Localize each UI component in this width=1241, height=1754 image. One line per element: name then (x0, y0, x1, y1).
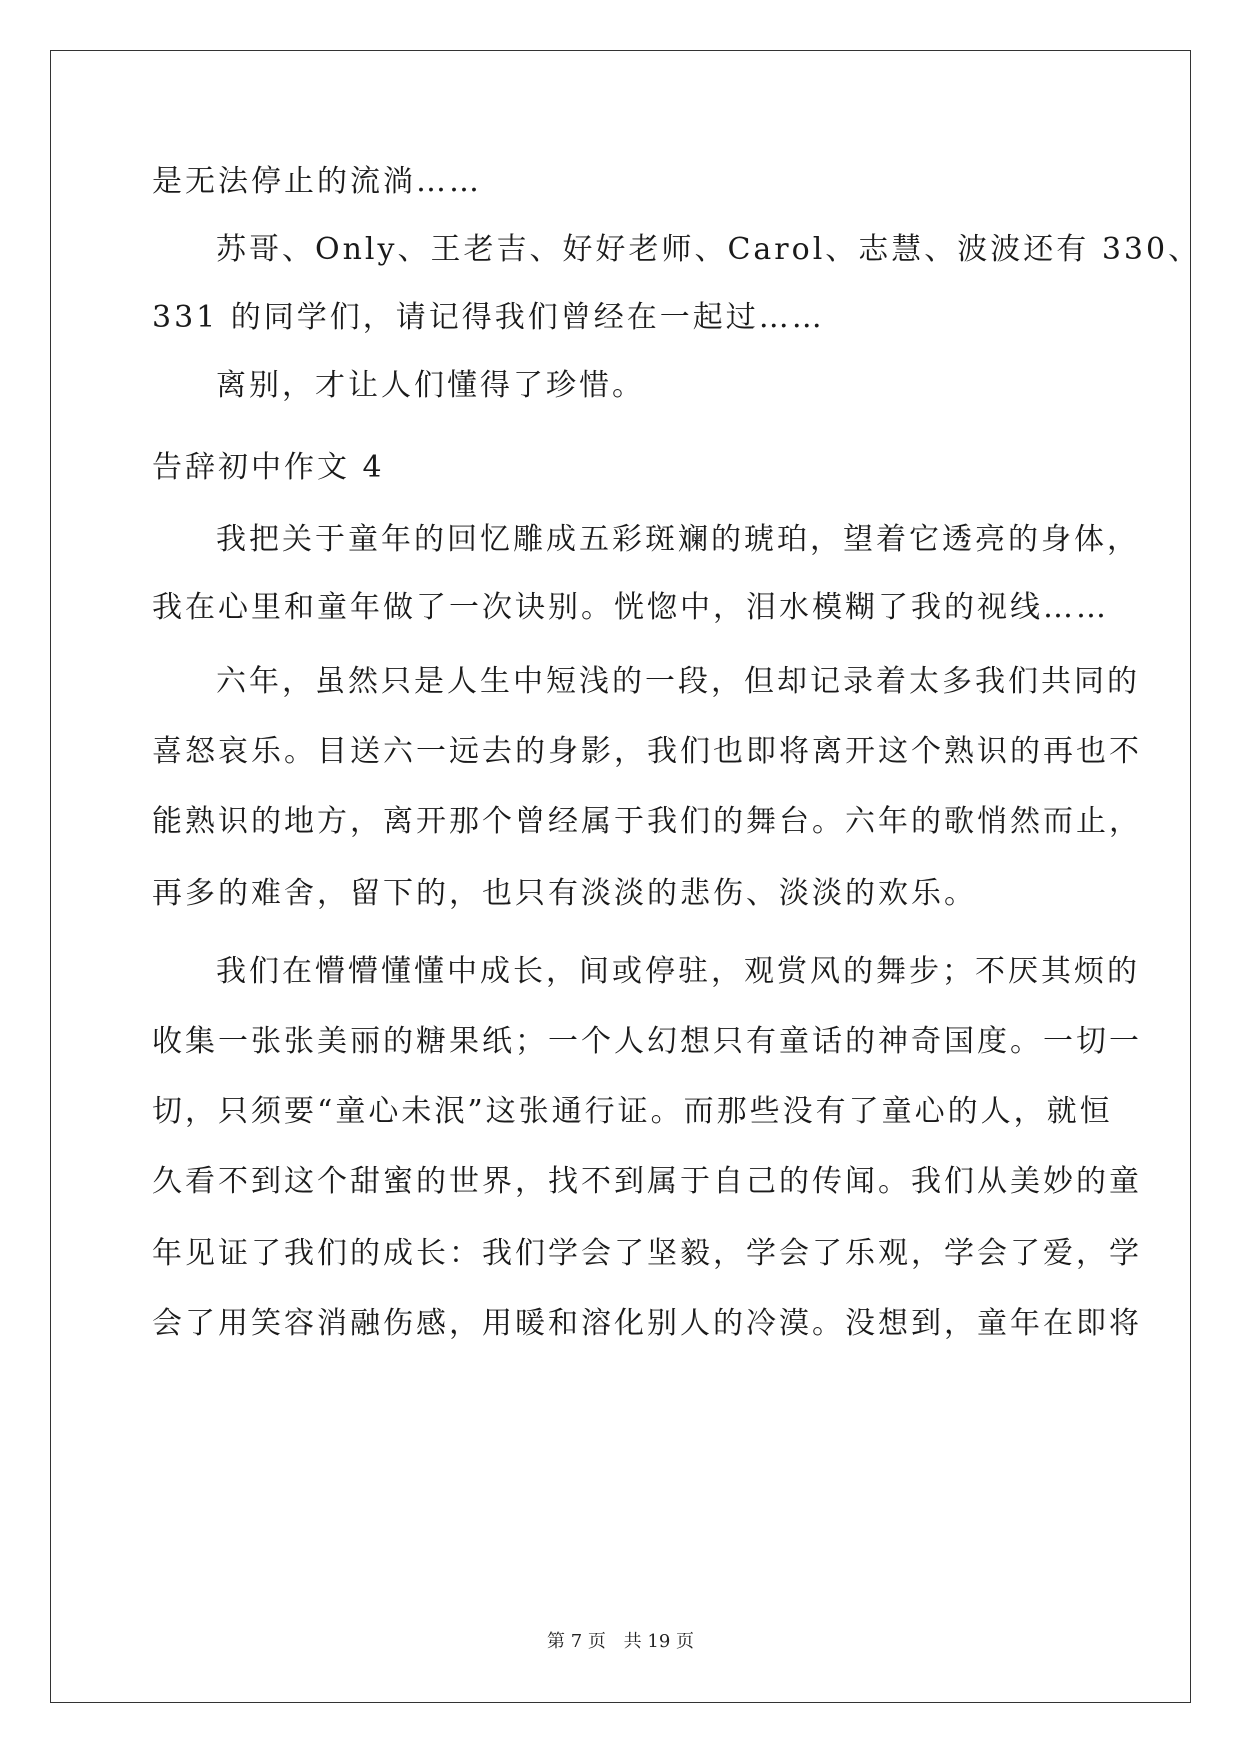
text-line: 再多的难舍，留下的，也只有淡淡的悲伤、淡淡的欢乐。 (152, 876, 977, 911)
page-number-total: 共 19 页 (623, 1631, 694, 1652)
text-line: 能熟识的地方，离开那个曾经属于我们的舞台。六年的歌悄然而止， (152, 804, 1142, 839)
text-line: 久看不到这个甜蜜的世界，找不到属于自己的传闻。我们从美妙的童 (152, 1164, 1142, 1199)
section-heading: 告辞初中作文 4 (152, 450, 385, 485)
paragraph-start: 我把关于童年的回忆雕成五彩斑斓的琥珀，望着它透亮的身体， (216, 522, 1140, 557)
text-line: 喜怒哀乐。目送六一远去的身影，我们也即将离开这个熟识的再也不 (152, 734, 1142, 769)
text-line: 会了用笑容消融伤感，用暖和溶化别人的冷漠。没想到，童年在即将 (152, 1306, 1142, 1341)
page-number-current: 第 7 页 (547, 1631, 606, 1652)
text-line: 是无法停止的流淌…… (152, 164, 482, 199)
page-footer (0, 1630, 1241, 1654)
text-line: 我在心里和童年做了一次诀别。恍惚中，泪水模糊了我的视线…… (152, 590, 1109, 625)
paragraph-start: 六年，虽然只是人生中短浅的一段，但却记录着太多我们共同的 (216, 664, 1140, 699)
text-line: 年见证了我们的成长：我们学会了坚毅，学会了乐观，学会了爱，学 (152, 1236, 1142, 1271)
paragraph-start: 离别，才让人们懂得了珍惜。 (216, 368, 645, 403)
text-line: 收集一张张美丽的糖果纸；一个人幻想只有童话的神奇国度。一切一 (152, 1024, 1142, 1059)
paragraph-start: 苏哥、Only、王老吉、好好老师、Carol、志慧、波波还有 330、 (216, 232, 1202, 267)
text-line: 切，只须要“童心未泯”这张通行证。而那些没有了童心的人，就恒 (152, 1094, 1113, 1129)
text-line: 331 的同学们，请记得我们曾经在一起过…… (152, 300, 825, 335)
paragraph-start: 我们在懵懵懂懂中成长，间或停驻，观赏风的舞步；不厌其烦的 (216, 954, 1140, 989)
